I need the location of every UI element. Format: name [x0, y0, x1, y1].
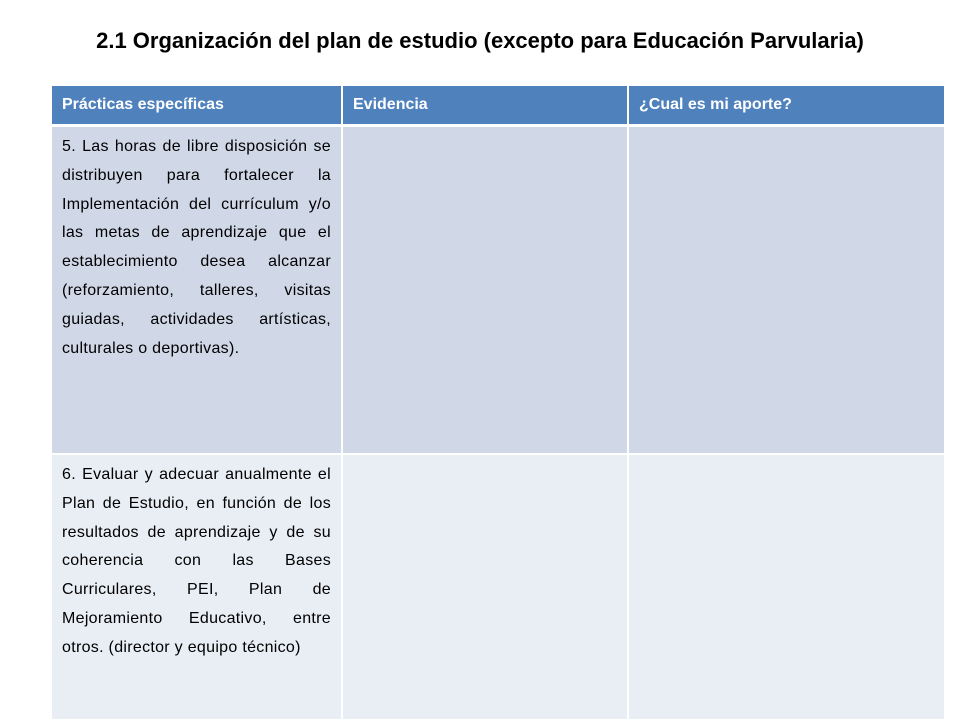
table-header-row: [52, 86, 944, 126]
page-title: 2.1 Organización del plan de estudio (excepto para Educación Parvularia): [96, 28, 864, 53]
study-plan-table: [52, 86, 944, 721]
column-header-practicas: Prácticas específicas: [52, 86, 342, 126]
aporte-cell[interactable]: [628, 454, 944, 720]
aporte-cell[interactable]: [628, 126, 944, 455]
evidencia-cell[interactable]: [342, 454, 628, 720]
column-header-aporte: ¿Cual es mi aporte?: [628, 86, 944, 126]
practica-text: 5. Las horas de libre disposición se distribuyen para fortalecer la Implementación del currículum y/o las metas de aprendizaje que el establecimiento desea alcanzar (reforzamiento, talleres, visitas guiadas, actividades artísticas, culturales o deportivas).: [62, 138, 331, 357]
practica-text: 6. Evaluar y adecuar anualmente el Plan de Estudio, en función de los resultados de aprendizaje y de su coherencia con las Bases Curriculares, PEI, Plan de Mejoramiento Educativo, entre otros. (director y equipo técnico): [62, 466, 331, 656]
practica-cell: [52, 454, 342, 720]
practica-cell: [52, 126, 342, 455]
evidencia-cell[interactable]: [342, 126, 628, 455]
table-row: [52, 126, 944, 455]
column-header-evidencia: Evidencia: [342, 86, 628, 126]
table-row: [52, 454, 944, 720]
